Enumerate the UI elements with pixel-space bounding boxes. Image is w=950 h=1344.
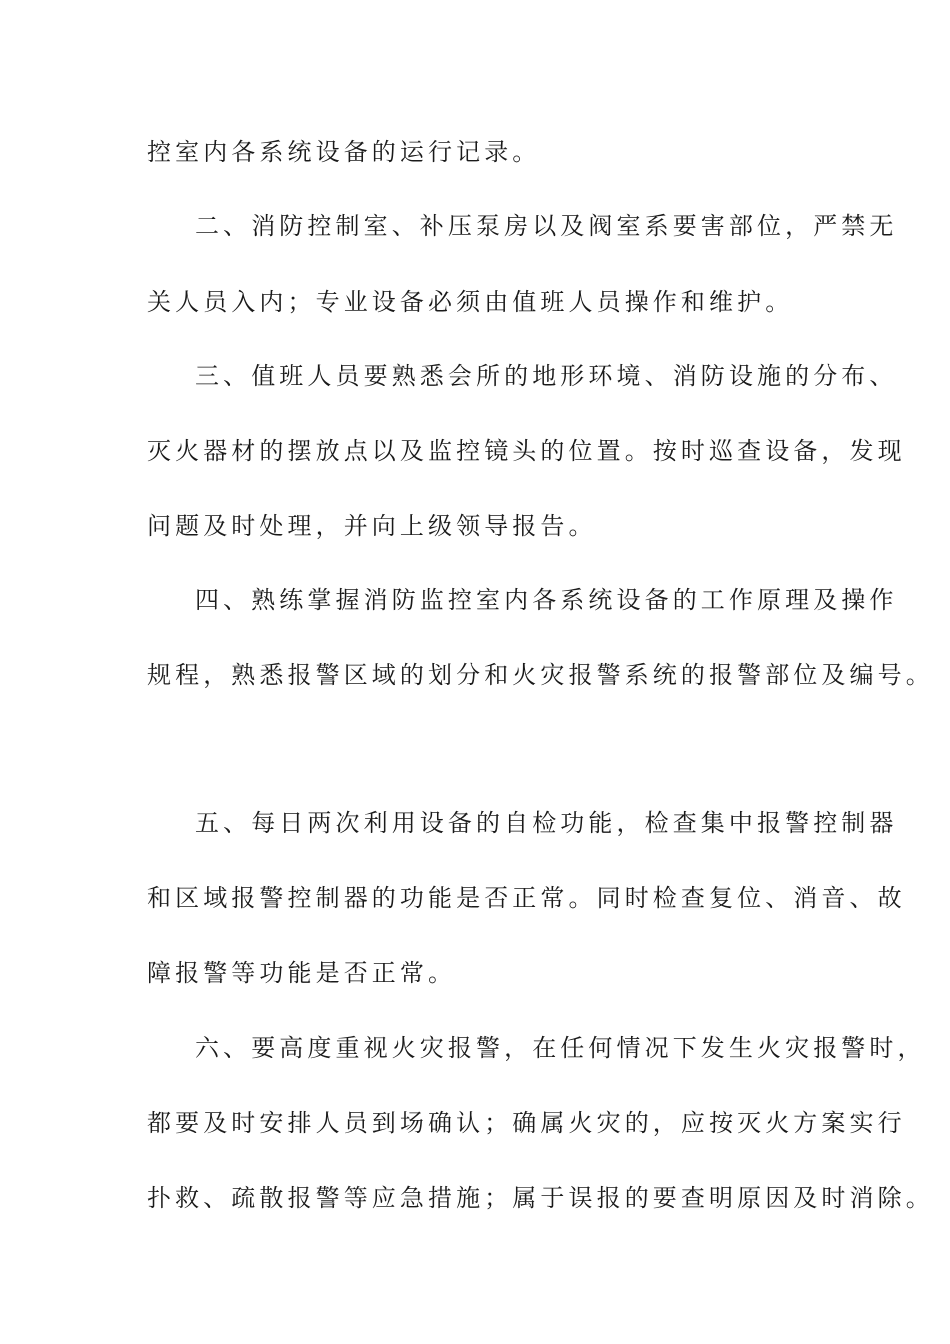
- clause-3-line-2: 灭火器材的摆放点以及监控镜头的位置。按时巡查设备，发现: [147, 437, 906, 465]
- clause-5-line-2: 和区域报警控制器的功能是否正常。同时检查复位、消音、故: [147, 884, 906, 912]
- clause-6-line-2: 都要及时安排人员到场确认；确属火灾的，应按灭火方案实行: [147, 1109, 906, 1137]
- clause-6-line-1: 六、要高度重视火灾报警，在任何情况下发生火灾报警时，: [195, 1034, 926, 1062]
- clause-3-line-1: 三、值班人员要熟悉会所的地形环境、消防设施的分布、: [195, 362, 898, 390]
- clause-6-line-3: 扑救、疏散报警等应急措施；属于误报的要查明原因及时消除。: [147, 1184, 934, 1212]
- clause-4-line-2: 规程，熟悉报警区域的划分和火灾报警系统的报警部位及编号。: [147, 661, 934, 689]
- clause-3-line-3: 问题及时处理，并向上级领导报告。: [147, 512, 597, 540]
- text-line-1: 控室内各系统设备的运行记录。: [147, 138, 541, 166]
- clause-2-line-2: 关人员入内；专业设备必须由值班人员操作和维护。: [147, 288, 794, 316]
- clause-2-line-1: 二、消防控制室、补压泵房以及阀室系要害部位，严禁无: [195, 212, 898, 240]
- clause-5-line-1: 五、每日两次利用设备的自检功能，检查集中报警控制器: [195, 809, 898, 837]
- clause-5-line-3: 障报警等功能是否正常。: [147, 959, 457, 987]
- clause-4-line-1: 四、熟练掌握消防监控室内各系统设备的工作原理及操作: [195, 586, 898, 614]
